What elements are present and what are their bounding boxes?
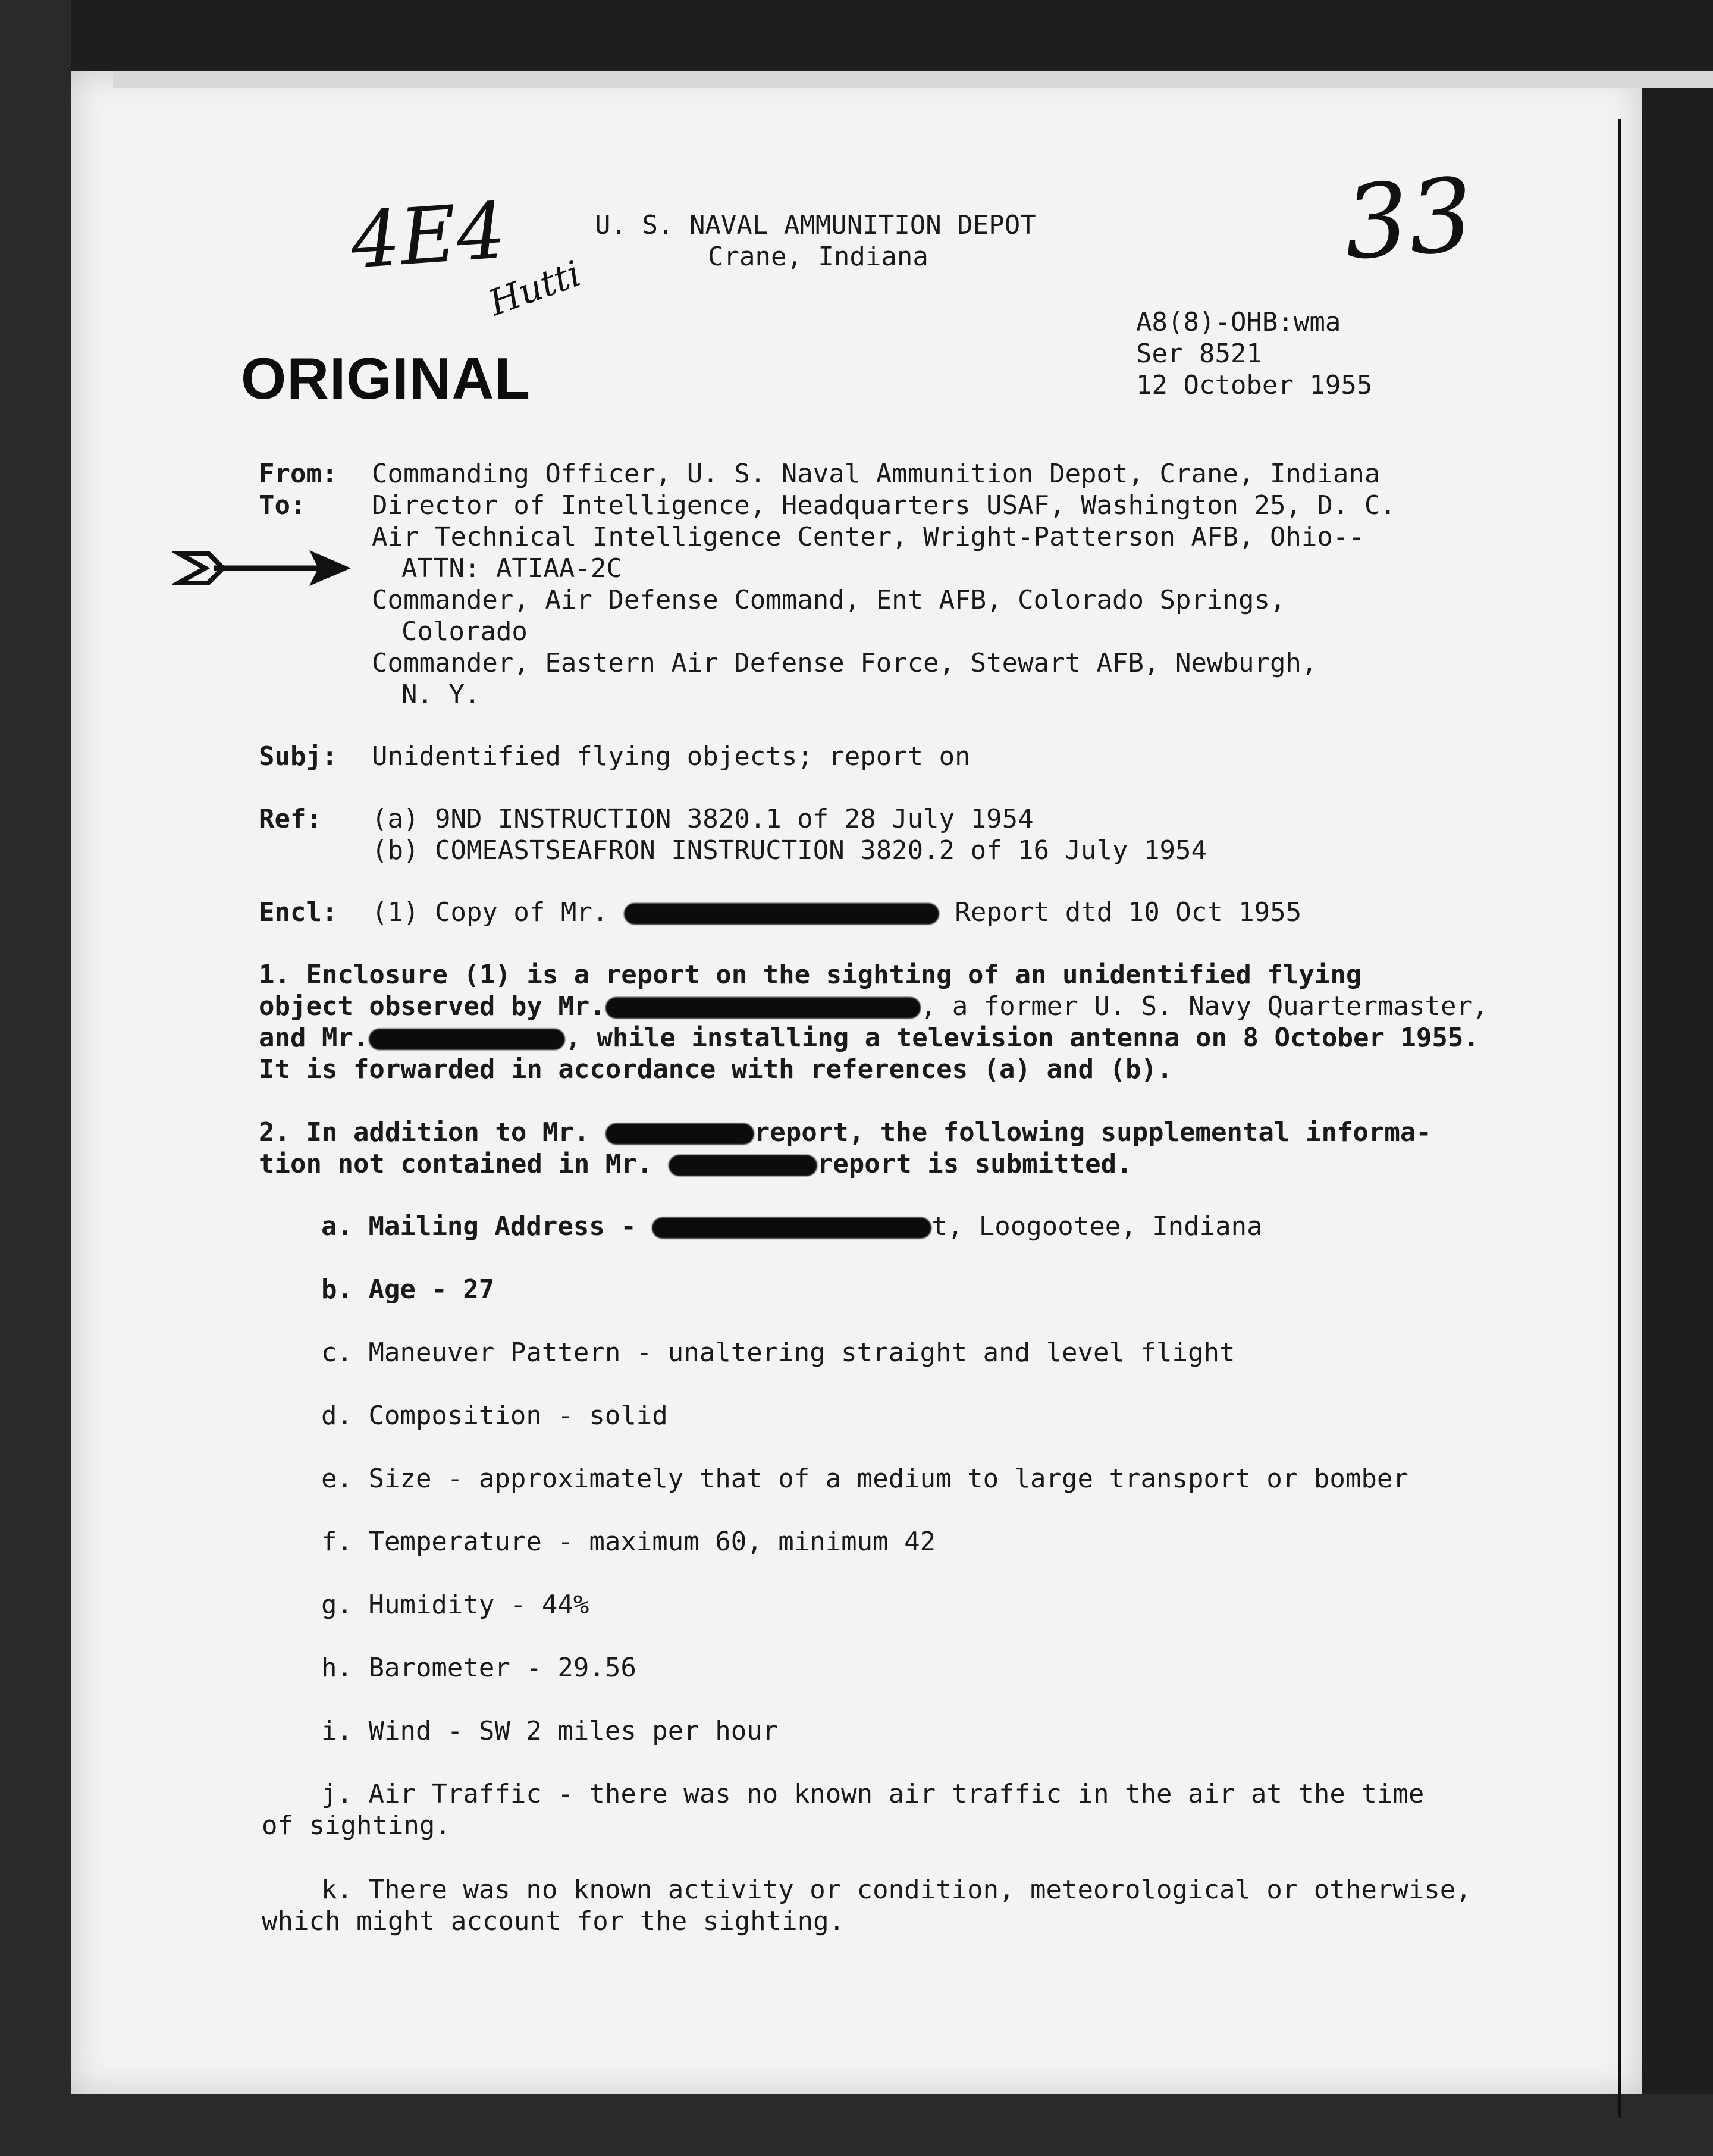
item-a [321, 1211, 1263, 1242]
paragraph-1-line-2b: , a former U. S. Navy Quartermaster, [920, 991, 1488, 1021]
from-label: From: [259, 459, 338, 489]
film-border-left [0, 0, 71, 2156]
right-margin-line [1618, 119, 1621, 2118]
paragraph-2-line-2a: tion not contained in Mr. [259, 1149, 653, 1179]
item-h: h. Barometer - 29.56 [321, 1653, 636, 1683]
letter-date: 12 October 1955 [1136, 370, 1373, 400]
item-j-line-1: j. Air Traffic - there was no known air traffic in the air at the time [321, 1779, 1425, 1809]
reference-b: (b) COMEASTSEAFRON INSTRUCTION 3820.2 of 16 July 1954 [372, 835, 1207, 866]
subject-text: Unidentified flying objects; report on [372, 741, 971, 772]
handwritten-initials: Hutti [483, 253, 586, 324]
enclosure-prefix: (1) Copy of Mr. [372, 897, 608, 927]
item-k-line-2: which might account for the sighting. [262, 1906, 845, 1936]
redaction-block [669, 1155, 817, 1176]
handwritten-page-number: 33 [1340, 156, 1477, 283]
item-c: c. Maneuver Pattern - unaltering straight and level flight [321, 1337, 1235, 1368]
paragraph-1-line-3a: and Mr. [259, 1023, 369, 1053]
depot-name: U. S. NAVAL AMMUNITION DEPOT [595, 210, 1036, 240]
item-k-line-1: k. There was no known activity or condition, meteorological or otherwise, [321, 1875, 1472, 1905]
subject-label: Subj: [259, 741, 338, 772]
depot-location: Crane, Indiana [708, 242, 928, 272]
arrow-icon [172, 541, 357, 595]
document-page [71, 71, 1642, 2094]
redaction-block [652, 1217, 931, 1239]
reference-label: Ref: [259, 804, 322, 834]
item-a-label: a. [321, 1211, 353, 1242]
item-i: i. Wind - SW 2 miles per hour [321, 1716, 779, 1746]
item-j-line-2: of sighting. [262, 1810, 451, 1841]
enclosure-line [372, 897, 1301, 928]
to-line-6: Commander, Eastern Air Defense Force, Stewart AFB, Newburgh, [372, 648, 1317, 678]
redaction-block [605, 1123, 754, 1145]
paragraph-1-line-3b: , while installing a television antenna on 8 October 1955. [565, 1023, 1479, 1053]
paragraph-2-line-1b: report, the following supplemental informa- [754, 1117, 1432, 1148]
item-a-prefix: Mailing Address - [368, 1211, 636, 1242]
paragraph-2-line-2b: report is submitted. [817, 1149, 1132, 1179]
item-f: f. Temperature - maximum 60, minimum 42 [321, 1527, 936, 1557]
redaction-block [369, 1029, 565, 1050]
handwritten-file-mark: 4E4 [348, 185, 509, 286]
enclosure-suffix: Report dtd 10 Oct 1955 [955, 897, 1302, 927]
paragraph-1-line-4: It is forwarded in accordance with references (a) and (b). [259, 1054, 1173, 1085]
item-a-suffix: t, Loogootee, Indiana [931, 1211, 1263, 1242]
file-code: A8(8)-OHB:wma [1136, 307, 1341, 337]
item-e: e. Size - approximately that of a medium to large transport or bomber [321, 1464, 1408, 1494]
to-line-7: N. Y. [401, 679, 481, 710]
item-d: d. Composition - solid [321, 1400, 668, 1431]
item-b: b. Age - 27 [321, 1274, 495, 1305]
to-line-3: ATTN: ATIAA-2C [401, 553, 622, 584]
to-label: To: [259, 490, 306, 521]
item-g: g. Humidity - 44% [321, 1590, 589, 1620]
top-shadow [113, 71, 1713, 88]
paragraph-2-line-1 [259, 1117, 1432, 1148]
paragraph-1-line-1: 1. Enclosure (1) is a report on the sighting of an unidentified flying [259, 960, 1362, 990]
paragraph-1-line-3 [259, 1022, 1479, 1054]
to-line-5: Colorado [401, 616, 528, 647]
to-line-2: Air Technical Intelligence Center, Wright-Patterson AFB, Ohio-- [372, 522, 1364, 552]
reference-a: (a) 9ND INSTRUCTION 3820.1 of 28 July 1954 [372, 804, 1034, 834]
original-stamp: ORIGINAL [241, 346, 531, 411]
redaction-block [605, 997, 921, 1019]
paragraph-2-line-1a: 2. In addition to Mr. [259, 1117, 590, 1148]
enclosure-label: Encl: [259, 897, 338, 927]
paragraph-1-line-2a: object observed by Mr. [259, 991, 605, 1021]
to-line-4: Commander, Air Defense Command, Ent AFB, Colorado Springs, [372, 585, 1286, 615]
paragraph-1-line-2 [259, 991, 1488, 1022]
film-border-bottom [0, 2094, 1713, 2156]
paragraph-2-line-2 [259, 1148, 1132, 1180]
from-text: Commanding Officer, U. S. Naval Ammunition Depot, Crane, Indiana [372, 459, 1381, 489]
redaction-block [624, 903, 939, 925]
serial-number: Ser 8521 [1136, 339, 1262, 369]
to-line-1: Director of Intelligence, Headquarters USAF, Washington 25, D. C. [372, 490, 1396, 521]
